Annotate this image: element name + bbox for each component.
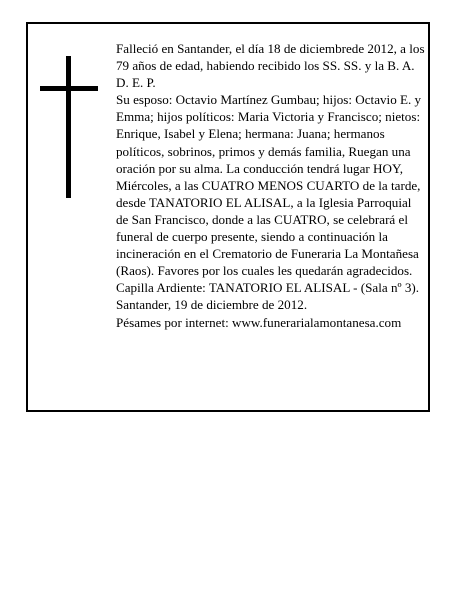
notice-online-condolences: Pésames por internet: www.funerarialamontanesa.com — [116, 314, 402, 330]
notice-place-date: Santander, 19 de diciembre de 2012. — [116, 297, 308, 313]
notice-body: Su esposo: Octavio Martínez Gumbau; hijos: Octavio E. y Emma; hijos políticos: Maria Victoria y Francisco; nietos: Enrique, Isabel y Elena; hermana: Juana; hermanos políticos, sobrinos, primos y demás familia, Ruegan una oración por su alma. La conducción tendrá lugar HOY, Miércoles, a las CUATRO MENOS CUARTO de la tarde, desde TANATORIO EL ALISAL, a la Iglesia Parroquial de San Francisco, donde a las CUATRO, se celebrará el funeral de cuerpo presente, siendo a continuación la incineración en el Crematorio de Funeraria La Montañesa (Raos). Favores por los cuales les quedarán agradecidos. Capilla Ardiente: TANATORIO EL ALISAL - (Sala nº 3). — [116, 92, 422, 296]
cross-vertical-bar — [66, 56, 71, 198]
notice-dep: D. E. P. — [116, 75, 156, 91]
notice-text — [116, 40, 426, 331]
cross-horizontal-bar — [40, 86, 98, 91]
notice-intro: Falleció en Santander, el día 18 de diciembrede 2012, a los 79 años de edad, habiendo recibido los SS. SS. y la B. A. — [116, 41, 425, 74]
obituary-notice — [26, 22, 430, 412]
cross-icon — [40, 56, 100, 198]
